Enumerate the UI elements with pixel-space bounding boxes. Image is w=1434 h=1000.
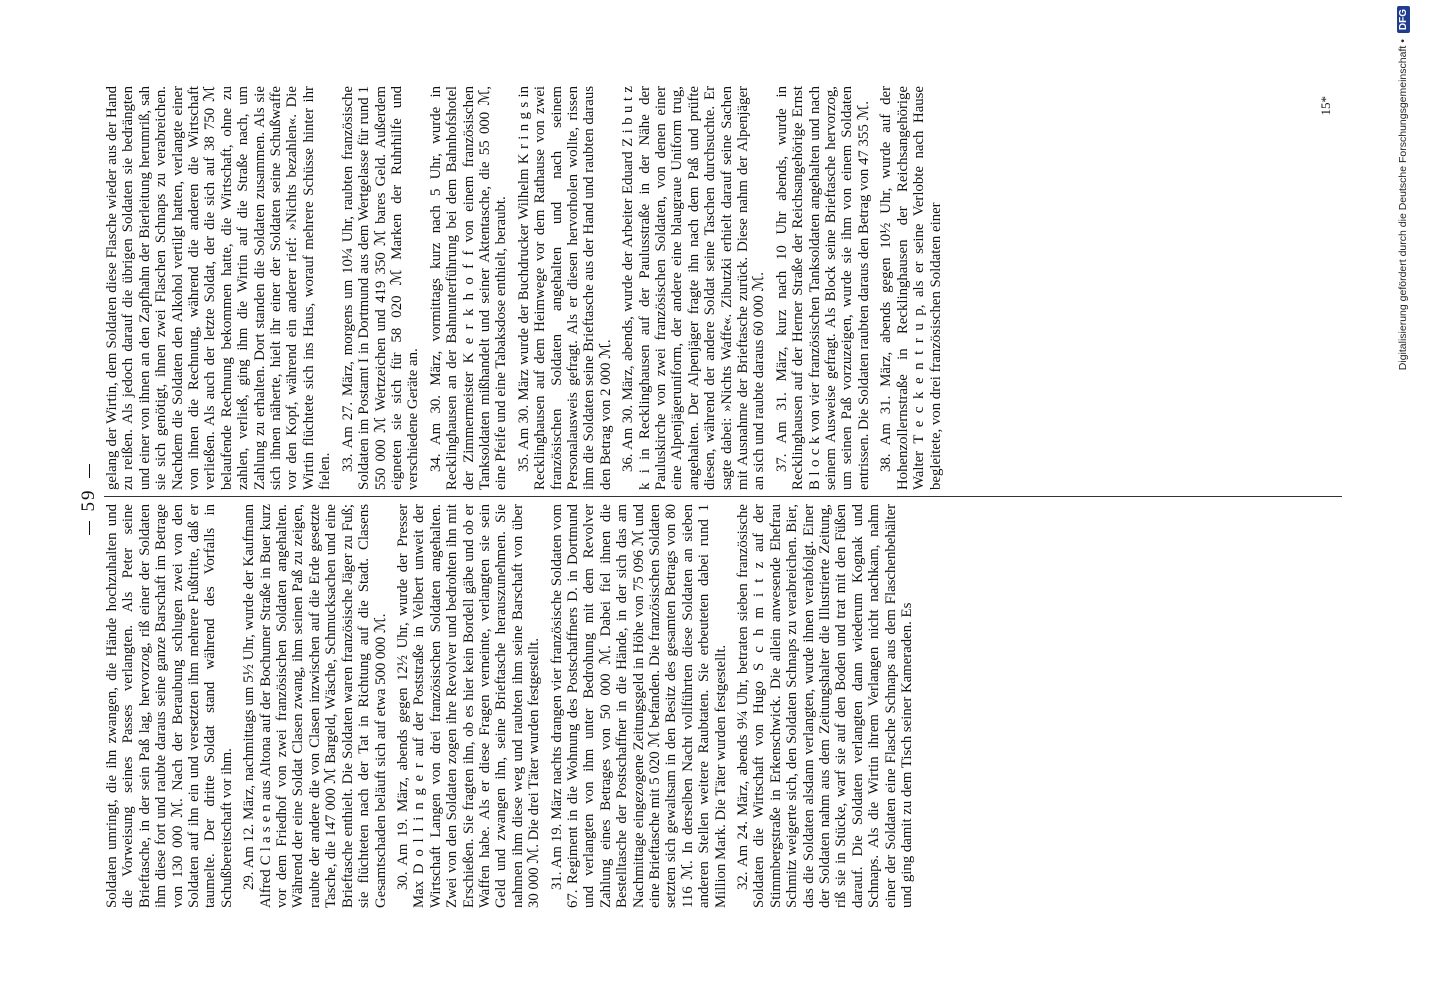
page-number: [78, 0, 100, 1000]
credit-text: Digitalisierung gefördert durch die Deutsche Forschungsgemeinschaft •: [1397, 39, 1409, 371]
right-column: [104, 86, 1342, 490]
paragraph: 38. Am 31. März, abends gegen 10½ Uhr, wurde auf der Hohenzollernstraße in Recklinghausen der Reichsangehörige Walter T e c k e n t r u p, als er seine Verlobte nach Hause begleitete, von drei französischen Soldaten einer: [878, 86, 944, 490]
paragraph: 30. Am 19. März, abends gegen 12½ Uhr, wurde der Presser Max D o l l i n g e r auf der Poststraße in Velbert unweit der Wirtschaft Langen von drei französischen Soldaten angehalten. Zwei von den Soldaten zogen ihre Revolver und bedrohten ihn mit Erschießen. Sie fragten ihn, ob es hier kein Bordell gäbe und ob er Waffen habe. Als er diese Fragen verneinte, verlangten sie sein Geld und zwangen ihn, seine Brieftasche herauszunehmen. Sie nahmen ihm diese weg und raubten ihm seine Barschaft von über 30 000 ℳ. Die drei Täter wurden festgestellt.: [394, 504, 543, 908]
dash-left: [89, 522, 90, 536]
page-number-text: 59: [78, 488, 99, 512]
paragraph: 36. Am 30. März, abends, wurde der Arbeiter Eduard Z i b u t z k i in Recklinghausen auf der Paulusstraße in der Nähe der Pauluskirche von zwei französischen Soldaten, von denen einer eine Alpenjägeruniform, der andere eine blaugraue Uniform trug, angehalten. Der Alpenjäger fragte ihn nach dem Paß und prüfte diesen, während der andere Soldat seine Taschen durchsuchte. Er sagte dabei: »Nichts Waffe«. Zibutzki erhielt darauf seine Sachen mit Ausnahme der Brieftasche zurück. Diese nahm der Alpenjäger an sich und raubte daraus 60 000 ℳ.: [620, 86, 768, 490]
paragraph: 32. Am 24. März, abends 9¼ Uhr, betraten sieben französische Soldaten die Wirtschaft von Hugo S c h m i t z auf der Stimmbergstraße in Erkenschwick. Die allein anwesende Ehefrau Schmitz weigerte sich, den Soldaten Schnaps zu verabreichen. Bier, das die Soldaten alsdann verlangten, wurde ihnen verabfolgt. Einer der Soldaten nahm aus dem Zeitungshalter die Illustrierte Zeitung, riß sie in Stücke, warf sie auf den Boden und trat mit den Füßen darauf. Die Soldaten verlangten dann wiederum Kognak und Schnaps. Als die Wirtin ihrem Verlangen nicht nachkam, nahm einer der Soldaten eine Flasche Schnaps aus dem Flaschenbehälter und ging damit zu dem Tisch seiner Kameraden. Es: [735, 504, 916, 908]
text-columns: [104, 86, 1342, 908]
digitization-credit: [1388, 0, 1418, 1000]
paragraph: 34. Am 30. März, vormittags kurz nach 5 Uhr, wurde in Recklinghausen an der Bahnunterführung bei dem Bahnhofshotel der Zimmermeister K e r k h o f f von einem französischen Tanksoldaten mißhandelt und seiner Aktentasche, die 55 000 ℳ, eine Pfeife und eine Tabaksdose enthielt, beraubt.: [427, 86, 510, 490]
dfg-logo: DFG: [1397, 6, 1410, 33]
paragraph: 35. Am 30. März wurde der Buchdrucker Wilhelm K r i n g s in Recklinghausen auf dem Heimwege vor dem Rathause von zwei französischen Soldaten angehalten und nach seinem Personalausweis gefragt. Als er diesen hervorholen wollte, rissen ihm die Soldaten seine Brieftasche aus der Hand und raubten daraus den Betrag von 2 000 ℳ.: [515, 86, 614, 490]
column-divider: [104, 496, 1342, 497]
paragraph: 33. Am 27. März, morgens um 10¼ Uhr, raubten französische Soldaten im Postamt I in Dortmund aus dem Wertgelasse für rund 1 550 000 ℳ Wertzeichen und 419 350 ℳ bares Geld. Außerdem eigneten sie sich für 58 020 ℳ Marken der Ruhrhilfe und verschiedene Geräte an.: [339, 86, 422, 490]
signature-mark: 15*: [1318, 96, 1333, 116]
paragraph: Soldaten umringt, die ihn zwangen, die Hände hochzuhalten und die Vorweisung seines Passes verlangten. Als Peter seine Brieftasche, in der sein Paß lag, hervorzog, riß einer der Soldaten ihm diese fort und raubte daraus seine ganze Barschaft im Betrage von 130 000 ℳ. Nach der Beraubung schlugen zwei von den Soldaten auf ihn ein und versetzten ihm mehrere Fußtritte, daß er taumelte. Der dritte Soldat stand während des Vorfalls in Schußbereitschaft vor ihm.: [104, 504, 235, 908]
paragraph: 29. Am 12. März, nachmittags um 5½ Uhr, wurde der Kaufmann Alfred C l a s e n aus Altona auf der Bochumer Straße in Buer kurz vor dem Friedhof von zwei französischen Soldaten angehalten. Während der eine Soldat Clasen zwang, ihm seinen Paß zu zeigen, raubte der andere die von Clasen inzwischen auf die Erde gesetzte Tasche, die 147 000 ℳ Bargeld, Wäsche, Schmucksachen und eine Brieftasche enthielt. Die Soldaten waren französische Jäger zu Fuß; sie flüchteten nach der Tat in Richtung auf die Stadt. Clasens Gesamtschaden beläuft sich auf etwa 500 000 ℳ.: [241, 504, 389, 908]
paragraph: 37. Am 31. März, kurz nach 10 Uhr abends, wurde in Recklinghausen auf der Herner Straße der Reichsangehörige Ernst B l o c k von vier französischen Tanksoldaten angehalten und nach seinem Ausweise gefragt. Als Block seine Brieftasche hervorzog, um seinen Paß vorzuzeigen, wurde sie ihm von einem Soldaten entrissen. Die Soldaten raubten daraus den Betrag von 47 355 ℳ.: [773, 86, 872, 490]
paragraph: gelang der Wirtin, dem Soldaten diese Flasche wieder aus der Hand zu reißen. Als jedoch darauf die übrigen Soldaten sie bedrängten und einer von ihnen an den Zapfhahn der Bierleitung herumriß, sah sie sich genötigt, ihnen zwei Flaschen Schnaps zu verabreichen. Nachdem die Soldaten den Alkohol vertilgt hatten, verlangte einer von ihnen die Rechnung, während die anderen die Wirtschaft verließen. Als auch der letzte Soldat, der die sich auf 38 750 ℳ belaufende Rechnung bekommen hatte, die Wirtschaft, ohne zu zahlen, verließ, ging ihm die Wirtin auf die Straße nach, um Zahlung zu erhalten. Dort standen die Soldaten zusammen. Als sie sich ihnen näherte, hielt ihr einer der Soldaten seine Schußwaffe vor den Kopf, während ein anderer rief: »Nichts bezahlen«. Die Wirtin flüchtete sich ins Haus, worauf mehrere Schüsse hinter ihr fielen.: [104, 86, 334, 490]
dash-right: [89, 465, 90, 479]
paragraph: 31. Am 19. März nachts drangen vier französische Soldaten vom 67. Regiment in die Wohnung des Postschaffners D. in Dortmund und verlangten von ihm unter Bedrohung mit dem Revolver Zahlung eines Betrages von 50 000 ℳ. Dabei fiel ihnen die Bestelltasche der Postschaffner in die Hände, in der sich das am Nachmittage eingezogene Zeitungsgeld in Höhe von 75 096 ℳ und eine Brieftasche mit 5 020 ℳ befanden. Die französischen Soldaten setzten sich gewaltsam in den Besitz des gesamten Betrags von 80 116 ℳ. In derselben Nacht vollführten diese Soldaten an sieben anderen Stellen weitere Raubtaten. Sie erbeuteten dabei rund 1 Million Mark. Die Täter wurden festgestellt.: [548, 504, 729, 908]
left-column: [104, 504, 1342, 908]
